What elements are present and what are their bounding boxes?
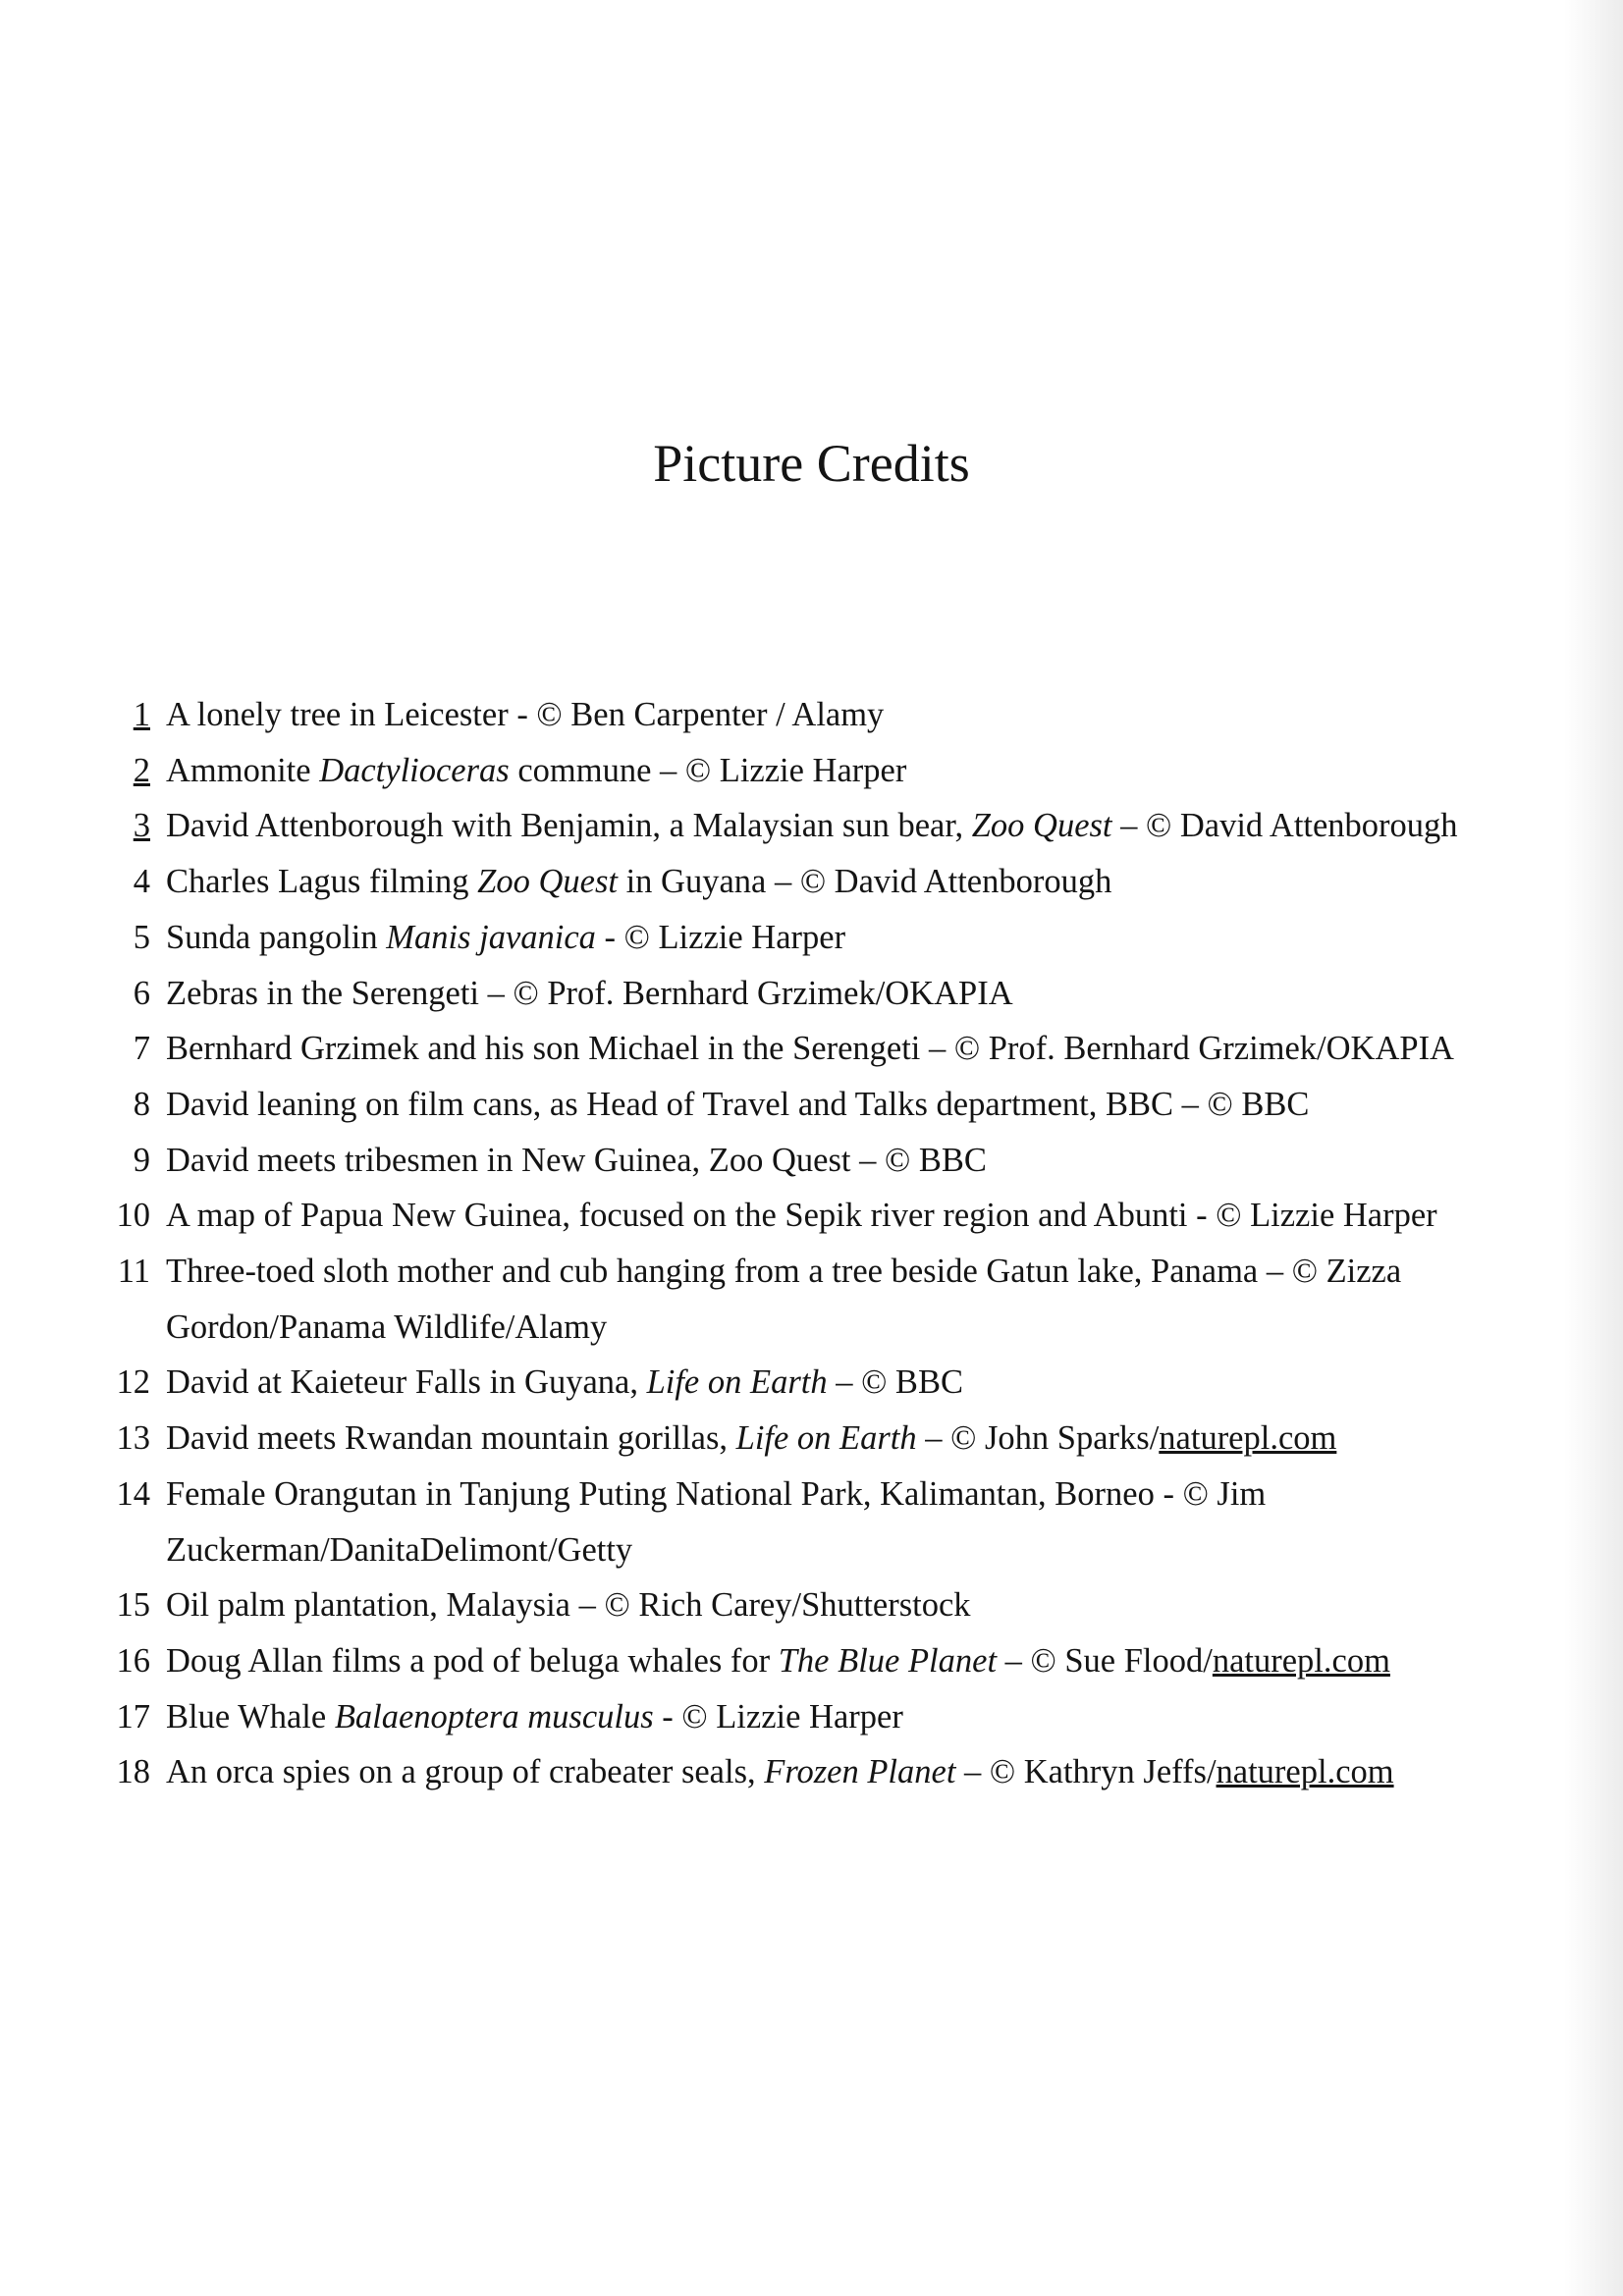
credit-number: 11: [117, 1253, 150, 1291]
credit-text-part: – © Sue Flood/: [997, 1641, 1213, 1680]
credit-text: [166, 1577, 1532, 1633]
credit-item: [98, 1133, 1532, 1189]
credit-item: [98, 743, 1532, 799]
credit-number: 13: [116, 1419, 150, 1458]
credit-text-part: A lonely tree in Leicester - © Ben Carpenter / Alamy: [166, 696, 885, 733]
credit-title-italic: Life on Earth: [646, 1363, 828, 1402]
credit-title-italic: The Blue Planet: [778, 1641, 998, 1680]
credit-number: 8: [133, 1085, 150, 1123]
credit-item: [98, 687, 1532, 743]
credit-item: [98, 1021, 1532, 1077]
credit-number[interactable]: 2: [133, 751, 150, 789]
credit-number: 9: [133, 1141, 150, 1179]
credit-text-part: David at Kaieteur Falls in Guyana,: [166, 1363, 647, 1402]
credit-text-part: Oil palm plantation, Malaysia – © Rich Carey/Shutterstock: [166, 1586, 971, 1625]
credit-title-italic: Life on Earth: [735, 1419, 917, 1458]
credit-item: [98, 1188, 1532, 1244]
credit-text-part: Zebras in the Serengeti – © Prof. Bernhard Grzimek/OKAPIA: [166, 974, 1013, 1012]
credit-text-part: Sunda pangolin: [166, 918, 387, 956]
credit-text: [166, 966, 1532, 1022]
credit-text: [166, 743, 1532, 799]
credit-item: [98, 1689, 1532, 1745]
credit-item: [98, 798, 1532, 854]
credit-number[interactable]: 3: [133, 807, 150, 845]
credit-number: 6: [133, 974, 150, 1012]
credit-item: [98, 1244, 1532, 1355]
credit-text: [166, 1355, 1532, 1411]
credit-title-italic: Frozen Planet: [764, 1753, 956, 1791]
credit-text: [166, 854, 1532, 910]
credit-text: [166, 1188, 1532, 1244]
credit-text-part: – © David Attenborough: [1111, 807, 1458, 845]
credit-number: 10: [116, 1197, 150, 1235]
credit-number: 5: [133, 918, 150, 956]
credit-text: [166, 687, 1532, 743]
credit-text-part: in Guyana – © David Attenborough: [617, 863, 1112, 901]
credit-text: [166, 1077, 1532, 1133]
credit-text: [166, 1411, 1532, 1467]
credit-number: 16: [116, 1641, 150, 1680]
credit-item: [98, 1467, 1532, 1577]
credit-link[interactable]: naturepl.com: [1212, 1641, 1390, 1680]
credit-number: 12: [116, 1363, 150, 1402]
credit-text: [166, 1021, 1532, 1077]
credit-number: 14: [116, 1474, 150, 1513]
credit-item: [98, 1411, 1532, 1467]
credit-text-part: - © Lizzie Harper: [595, 918, 846, 956]
credit-text-part: A map of Papua New Guinea, focused on the Sepik river region and Abunti - © Lizzie Harper: [166, 1197, 1437, 1235]
credit-link[interactable]: naturepl.com: [1159, 1419, 1337, 1458]
credit-number: 17: [116, 1697, 150, 1735]
credit-text-part: Doug Allan films a pod of beluga whales for: [166, 1641, 779, 1680]
page-edge-shadow: [1564, 0, 1623, 2296]
credit-text-part: An orca spies on a group of crabeater seals,: [166, 1753, 765, 1791]
credit-text-part: commune – © Lizzie Harper: [509, 751, 907, 789]
credit-text: [166, 910, 1532, 966]
credit-text: [166, 1744, 1532, 1800]
credit-number: 7: [133, 1030, 150, 1068]
credit-text: [166, 1133, 1532, 1189]
credit-text-part: David meets tribesmen in New Guinea, Zoo Quest – © BBC: [166, 1141, 987, 1179]
credit-text-part: Ammonite: [166, 751, 320, 789]
credit-text-part: David Attenborough with Benjamin, a Malaysian sun bear,: [166, 807, 972, 845]
credit-text: [166, 798, 1532, 854]
page-title: Picture Credits: [653, 434, 970, 493]
credit-number: 15: [116, 1586, 150, 1625]
credit-item: [98, 1744, 1532, 1800]
credits-list: [98, 687, 1532, 1800]
credit-link[interactable]: naturepl.com: [1216, 1753, 1394, 1791]
credit-item: [98, 1577, 1532, 1633]
credit-text-part: – © Kathryn Jeffs/: [955, 1753, 1217, 1791]
credit-text-part: David meets Rwandan mountain gorillas,: [166, 1419, 736, 1458]
credit-text-part: Blue Whale: [166, 1697, 335, 1735]
credit-item: [98, 1077, 1532, 1133]
credit-text-part: Three-toed sloth mother and cub hanging from a tree beside Gatun lake, Panama – © Zizza Gordon/Panama Wildlife/Alamy: [166, 1253, 1402, 1346]
credit-title-italic: Balaenoptera musculus: [334, 1697, 654, 1735]
credit-text: [166, 1689, 1532, 1745]
credit-number[interactable]: 1: [133, 696, 150, 733]
credit-number: 18: [116, 1753, 150, 1791]
credit-number: 4: [133, 863, 150, 901]
credit-item: [98, 1633, 1532, 1689]
credit-text-part: – © John Sparks/: [916, 1419, 1160, 1458]
credit-item: [98, 910, 1532, 966]
credit-title-italic: Dactylioceras: [319, 751, 510, 789]
credit-text: [166, 1467, 1532, 1577]
credit-item: [98, 854, 1532, 910]
credit-item: [98, 1355, 1532, 1411]
credit-text: [166, 1633, 1532, 1689]
credit-text: [166, 1244, 1532, 1355]
credit-text-part: Female Orangutan in Tanjung Puting National Park, Kalimantan, Borneo - © Jim Zuckerman/DanitaDelimont/Getty: [166, 1474, 1267, 1569]
credit-title-italic: Manis javanica: [386, 918, 596, 956]
credit-text-part: - © Lizzie Harper: [653, 1697, 903, 1735]
credit-text-part: – © BBC: [827, 1363, 963, 1402]
credit-text-part: David leaning on film cans, as Head of Travel and Talks department, BBC – © BBC: [166, 1085, 1310, 1123]
credit-item: [98, 966, 1532, 1022]
credit-text-part: Bernhard Grzimek and his son Michael in the Serengeti – © Prof. Bernhard Grzimek/OKAPIA: [166, 1030, 1454, 1068]
credit-title-italic: Zoo Quest: [477, 863, 618, 901]
credit-title-italic: Zoo Quest: [971, 807, 1112, 845]
credit-text-part: Charles Lagus filming: [166, 863, 478, 901]
